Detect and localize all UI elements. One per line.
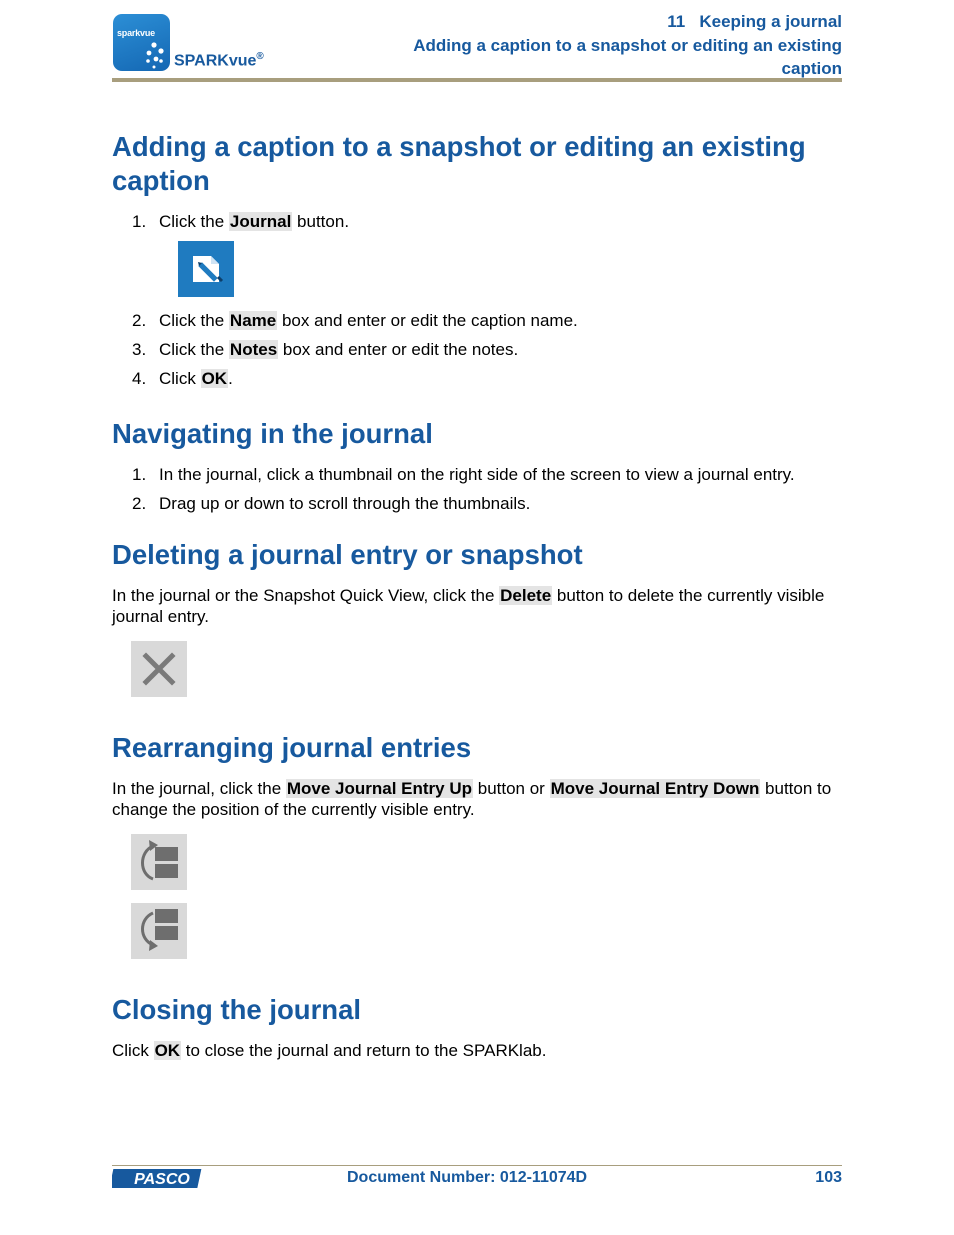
caption-steps-continued: [112, 311, 842, 390]
caption-steps: [112, 212, 842, 233]
deleting-paragraph: In the journal or the Snapshot Quick View, click the Delete button to delete the currently visible journal entry.: [112, 586, 825, 626]
list-item: 2. Click the Name box and enter or edit the caption name.: [132, 311, 578, 330]
list-item: 3. Click the Notes box and enter or edit the notes.: [132, 340, 519, 359]
list-item: 2. Drag up or down to scroll through the thumbnails.: [132, 493, 531, 513]
document-number: Document Number: 012-11074D: [347, 1169, 588, 1186]
heading-deleting: Deleting a journal entry or snapshot: [112, 539, 583, 570]
rearranging-paragraph: In the journal, click the Move Journal Entry Up button or Move Journal Entry Down button to change the position of the currently visible entry.: [112, 779, 832, 819]
section-line-2: caption: [781, 59, 842, 78]
navigating-steps: [112, 465, 842, 515]
journal-keyword: Journal: [229, 212, 292, 231]
move-entry-up-icon: [131, 834, 187, 890]
footer-rule: [112, 1165, 842, 1166]
notes-keyword: Notes: [229, 340, 278, 359]
journal-button-icon: [178, 241, 234, 297]
page-number: 103: [815, 1169, 842, 1186]
page-header: [112, 10, 842, 82]
list-item: 1. In the journal, click a thumbnail on the right side of the screen to view a journal entry.: [132, 464, 795, 484]
heading-closing: Closing the journal: [112, 994, 362, 1025]
chapter-line: 11 Keeping a journal: [667, 12, 842, 31]
list-item: 4. Click OK.: [132, 369, 233, 388]
sparkvue-logo-icon: [113, 14, 170, 71]
move-entry-down-icon: [131, 903, 187, 959]
page-content: [112, 130, 842, 1062]
heading-rearranging: Rearranging journal entries: [112, 732, 472, 763]
delete-button-icon: [131, 641, 187, 697]
logo-dots-icon: [113, 14, 170, 71]
delete-keyword: Delete: [500, 586, 552, 605]
name-keyword: Name: [229, 311, 277, 330]
move-up-keyword: Move Journal Entry Up: [286, 779, 473, 798]
brand-name: SPARKvue®: [174, 51, 264, 70]
logo-text: sparkvue: [117, 28, 155, 38]
running-header: [413, 10, 842, 81]
ok-keyword: OK: [154, 1041, 181, 1060]
section-line-1: Adding a caption to a snapshot or editing an existing: [413, 35, 842, 55]
pasco-logo-text: PASCO: [134, 1171, 190, 1188]
header-rule: [112, 78, 842, 82]
move-down-keyword: Move Journal Entry Down: [550, 779, 760, 798]
ok-keyword: OK: [201, 369, 228, 388]
list-item: 1. Click the Journal button.: [132, 212, 350, 231]
pasco-logo: [112, 1166, 208, 1190]
heading-adding-caption: Adding a caption to a snapshot or editing an existing caption: [112, 131, 806, 196]
heading-navigating: Navigating in the journal: [112, 417, 433, 449]
closing-paragraph: Click OK to close the journal and return to the SPARKlab.: [112, 1041, 547, 1060]
